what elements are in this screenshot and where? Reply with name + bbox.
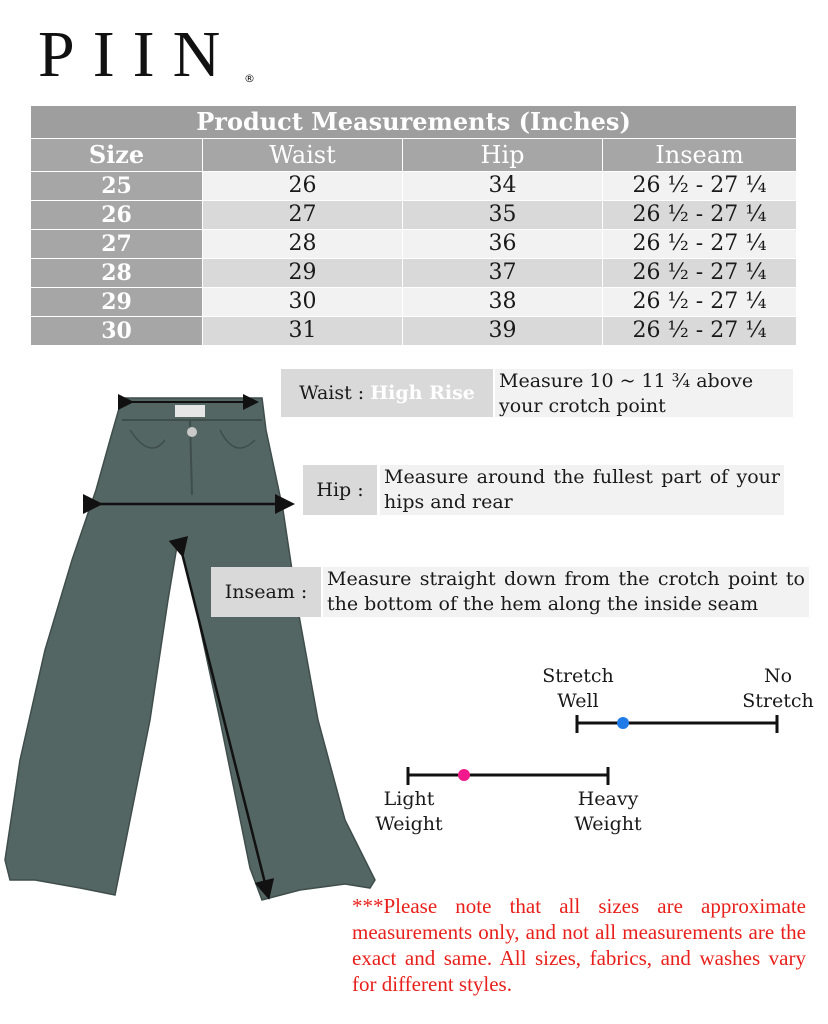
table-title: Product Measurements (Inches) [31,106,797,139]
inseam-description: Measure straight down from the crotch point to the bottom of the hem along the inside seam [323,567,809,617]
header-size: Size [31,139,203,172]
light-weight-label: Light Weight [375,788,443,835]
cell-hip: 34 [403,172,603,201]
cell-hip: 36 [403,230,603,259]
no-stretch-label: No Stretch [742,665,814,712]
cell-waist: 28 [203,230,403,259]
cell-waist: 30 [203,288,403,317]
stretch-well-label: Stretch Well [542,665,614,712]
cell-size: 25 [31,172,203,201]
hip-label: Hip : [316,479,364,501]
cell-inseam: 26 ½ - 27 ¼ [603,230,797,259]
cell-hip: 37 [403,259,603,288]
cell-waist: 26 [203,172,403,201]
cell-size: 27 [31,230,203,259]
cell-inseam: 26 ½ - 27 ¼ [603,172,797,201]
hip-label-box [303,465,377,515]
cell-waist: 29 [203,259,403,288]
disclaimer-note: ***Please note that all sizes are approximate measurements only, and not all measurements are the exact and same. All sizes, fabrics, and washes vary for different styles. [352,894,806,996]
cell-hip: 39 [403,317,603,346]
registered-mark: ® [244,72,255,85]
hip-description: Measure around the fullest part of your hips and rear [380,465,784,515]
brand-logo: PIIN [38,18,239,91]
inseam-label-box [211,567,321,617]
cell-inseam: 26 ½ - 27 ¼ [603,259,797,288]
waist-label: Waist : [299,382,365,404]
cell-waist: 27 [203,201,403,230]
weight-level-dot [458,769,470,781]
header-inseam: Inseam [603,139,797,172]
waist-description: Measure 10 ~ 11 ¾ above your crotch point [495,369,793,417]
cell-hip: 38 [403,288,603,317]
cell-inseam: 26 ½ - 27 ¼ [603,201,797,230]
stretch-scale [577,715,777,733]
header-waist: Waist [203,139,403,172]
cell-size: 30 [31,317,203,346]
weight-scale [408,767,608,785]
cell-waist: 31 [203,317,403,346]
cell-size: 26 [31,201,203,230]
waist-rise: High Rise [370,382,475,404]
header-hip: Hip [403,139,603,172]
cell-size: 28 [31,259,203,288]
cell-hip: 35 [403,201,603,230]
heavy-weight-label: Heavy Weight [574,788,642,835]
waist-label-box [281,369,493,417]
cell-inseam: 26 ½ - 27 ¼ [603,288,797,317]
cell-inseam: 26 ½ - 27 ¼ [603,317,797,346]
cell-size: 29 [31,288,203,317]
stretch-level-dot [617,717,629,729]
inseam-label: Inseam : [224,581,308,603]
